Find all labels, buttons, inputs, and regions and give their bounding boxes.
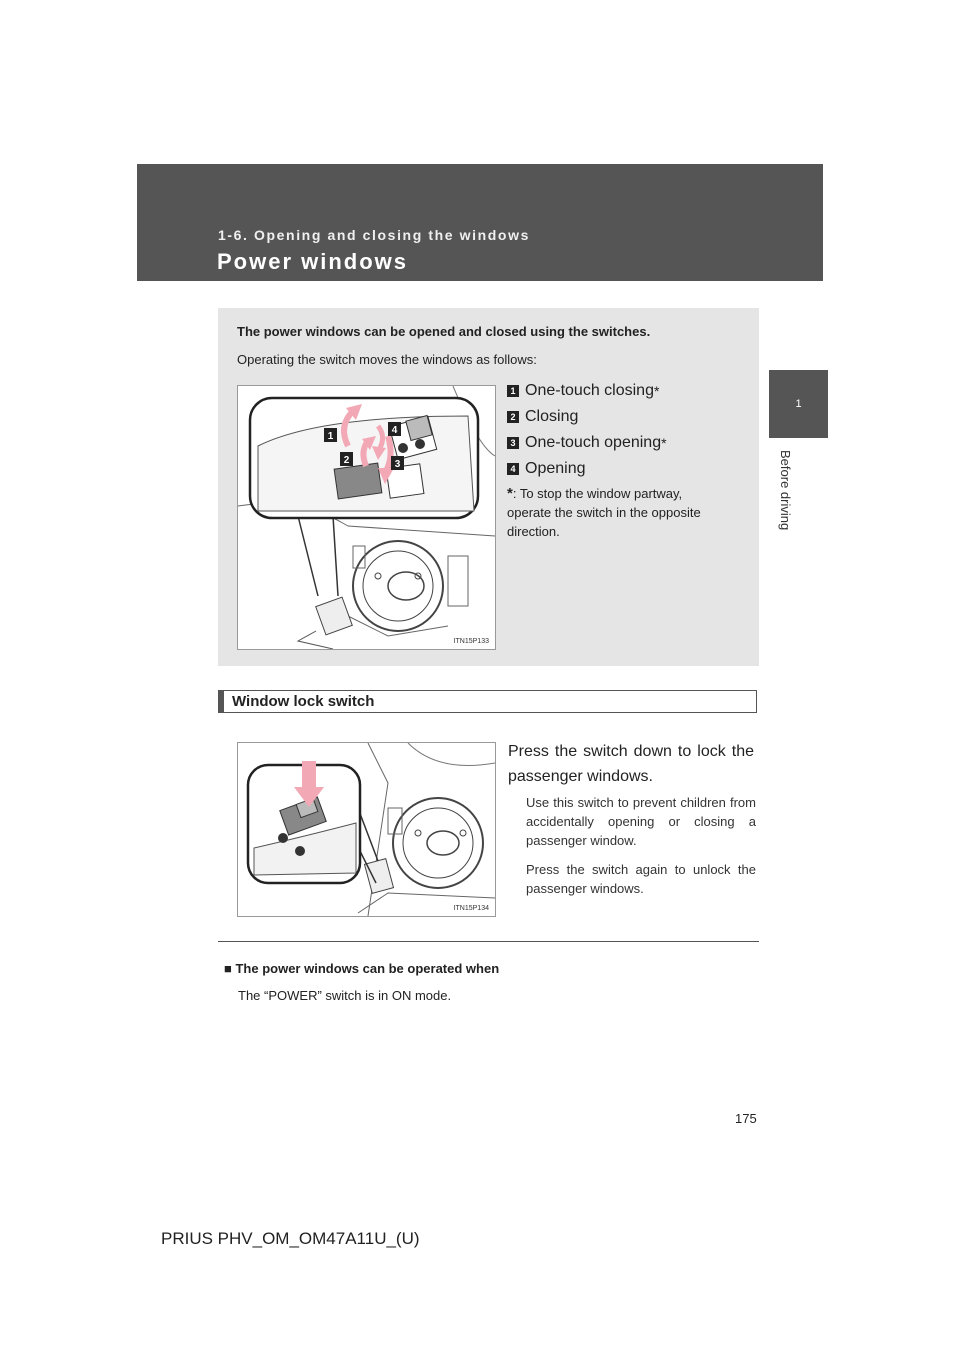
note-bullet: ■ (224, 961, 232, 976)
legend-item (507, 404, 747, 430)
page-number: 175 (735, 1111, 757, 1126)
page-title: Power windows (217, 249, 409, 274)
legend-number: 4 (507, 463, 519, 475)
legend-item: 1 One-touch closing * (507, 378, 747, 404)
chapter-tab-number: 1 (795, 398, 802, 410)
legend-item: 3 One-touch opening * (507, 430, 747, 456)
power-window-switch-illustration (237, 385, 496, 650)
section-label: 1-6. Opening and closing the windows (218, 227, 530, 243)
heading-bar (219, 691, 224, 712)
switch-drawing (238, 386, 495, 649)
switch-legend (507, 378, 747, 482)
intro-sub: Operating the switch moves the windows as follows: (237, 352, 537, 367)
intro-lead: The power windows can be opened and closed using the switches. (237, 324, 651, 339)
figure-label-2: 2 (343, 455, 350, 466)
window-lock-note-2: Press the switch again to unlock the passenger windows. (526, 862, 756, 896)
window-lock-heading-text: Window lock switch (232, 693, 375, 710)
window-lock-heading (218, 690, 757, 713)
section-divider (218, 941, 759, 942)
figure-code: ITN15P134 (453, 905, 489, 912)
footnote-text: : To stop the window partway, operate the switch in the opposite direction. (507, 486, 701, 539)
legend-number: 3 (507, 437, 519, 449)
legend-number: 1 (507, 385, 519, 397)
chapter-tab-label: Before driving (778, 450, 793, 531)
footnote (507, 484, 725, 541)
legend-label: Opening (525, 460, 586, 477)
footer-code: PRIUS PHV_OM_OM47A11U_(U) (161, 1229, 420, 1248)
figure-label-1: 1 (327, 431, 334, 442)
note-title (224, 961, 499, 976)
legend-label: One-touch closing (525, 382, 654, 399)
note-title-text: The power windows can be operated when (235, 961, 500, 976)
figure-label-3: 3 (394, 459, 401, 470)
figure-label-4: 4 (391, 425, 398, 436)
legend-number: 2 (507, 411, 519, 423)
window-lock-instruction: Press the switch down to lock the passenger windows. (508, 743, 754, 785)
legend-item (507, 456, 747, 482)
legend-label: Closing (525, 408, 579, 425)
window-lock-note-1: Use this switch to prevent children from accidentally opening or closing a passenger window. (526, 795, 756, 848)
footnote-star: * (507, 485, 513, 502)
chapter-tab (769, 370, 828, 438)
legend-label: One-touch opening (525, 434, 662, 451)
lock-switch-drawing (238, 743, 495, 916)
note-body: The “POWER” switch is in ON mode. (238, 988, 452, 1003)
window-lock-switch-illustration (237, 742, 496, 917)
figure-code: ITN15P133 (453, 638, 489, 645)
